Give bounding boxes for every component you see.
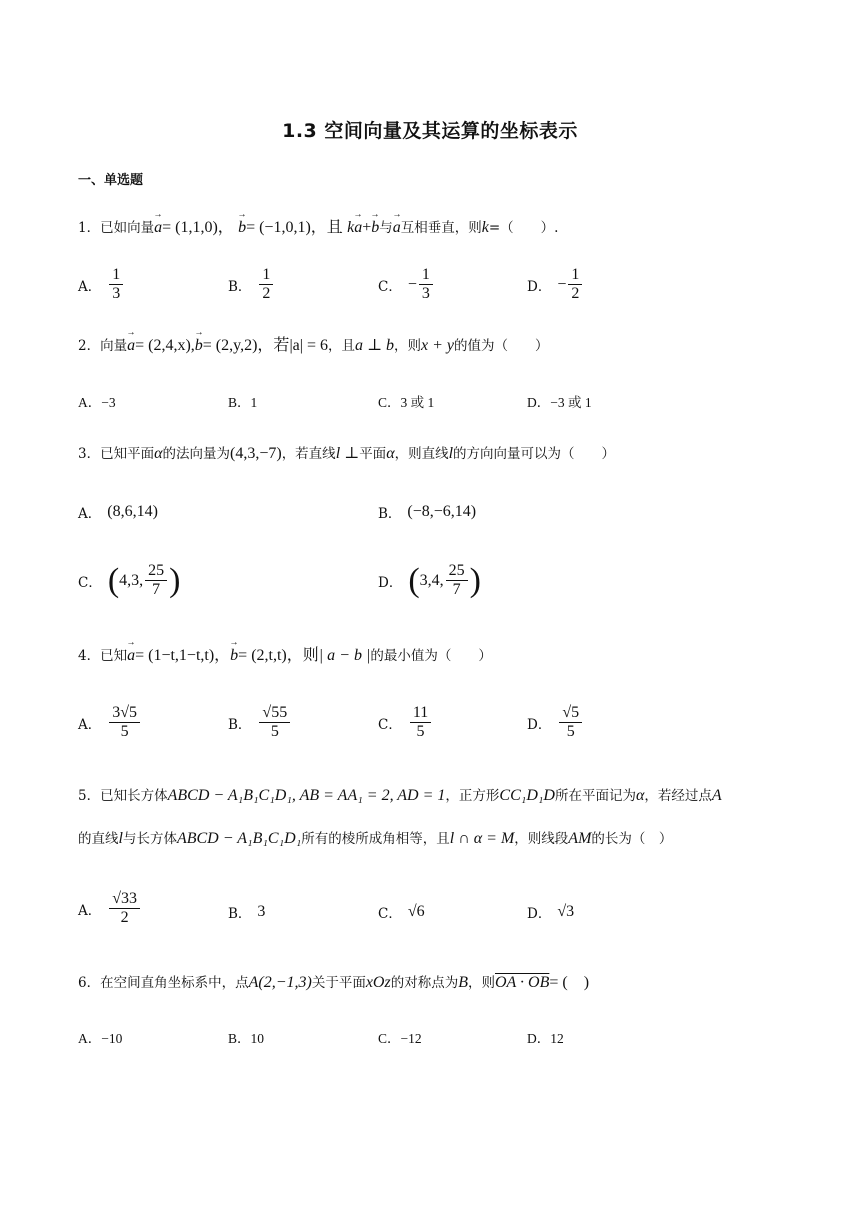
fraction: $\frac{√5}{5}$ [559, 704, 582, 742]
vector-a: → a [154, 218, 162, 237]
q1-text: 互相垂直，则 [400, 220, 482, 236]
q2-option-d[interactable]: D．−3 或 1 [527, 395, 592, 410]
vector-b: → b [371, 218, 379, 237]
q6-option-b[interactable]: B．10 [228, 1031, 265, 1046]
q6-option-d[interactable]: D．12 [527, 1031, 564, 1046]
q3-option-d[interactable]: D． ( 3,4, $\frac{25}{7}$ ) [378, 561, 481, 599]
fraction: $\frac{1}{3}$ [109, 266, 123, 304]
vector-b: → b [195, 336, 203, 355]
q5-option-d[interactable]: D． √3 [527, 903, 575, 922]
fraction: $\frac{1}{3}$ [419, 266, 433, 304]
q4-option-d[interactable]: D． $\frac{√5}{5}$ [527, 704, 584, 742]
q1-text: 1．已如向量 [78, 220, 155, 236]
q4-option-c[interactable]: C． $\frac{11}{5}$ [378, 704, 433, 742]
vector-a: → a [127, 336, 135, 355]
fraction: $\frac{25}{7}$ [145, 562, 167, 600]
fraction: $\frac{1}{2}$ [568, 266, 582, 304]
vector-b: → b [238, 218, 246, 237]
vector-a: → a [127, 646, 135, 665]
q2-option-a[interactable]: A．−3 [78, 395, 116, 410]
q2-option-b[interactable]: B．1 [228, 395, 258, 410]
fraction: $\frac{25}{7}$ [446, 562, 468, 600]
fraction: $\frac{√55}{5}$ [259, 704, 290, 742]
q1-math: k [481, 219, 489, 236]
section-heading: 一、单选题 [78, 173, 144, 188]
q1-option-b[interactable]: B． $\frac{1}{2}$ [228, 266, 275, 304]
page-title: 1.3 空间向量及其运算的坐标表示 [282, 120, 578, 142]
question-6: 6．在空间直角坐标系中，点A(2,−1,3)关于平面xOz的对称点为B，则OA · OB= ( ) [78, 974, 590, 991]
fraction: $\frac{11}{5}$ [410, 704, 431, 742]
question-4: 4．已知→ a= (1−t,1−t,t)，→ b= (2,t,t)，则| a − b |的最小值为（ ） [78, 646, 492, 665]
question-5-line-1: 5．已知长方体ABCD − A₁B₁C₁D₁, AB = AA₁ = 2, AD = 1，正方形CC₁D₁D所在平面记为α，若经过点A [78, 787, 722, 804]
fraction: $\frac{3√5}{5}$ [109, 704, 140, 742]
fraction: $\frac{1}{2}$ [259, 266, 273, 304]
question-5-line-2: 的直线l与长方体ABCD − A₁B₁C₁D₁所有的棱所成角相等，且l ∩ α = M，则线段AM的长为（ ） [78, 830, 673, 847]
q4-option-b[interactable]: B． $\frac{√55}{5}$ [228, 704, 292, 742]
q5-option-c[interactable]: C． √6 [378, 903, 425, 922]
q1-math: k [347, 219, 355, 236]
q3-option-c[interactable]: C． ( 4,3, $\frac{25}{7}$ ) [78, 561, 181, 599]
q1-option-c[interactable]: C． − $\frac{1}{3}$ [378, 266, 435, 304]
vector-b: → b [230, 646, 238, 665]
q5-option-b[interactable]: B． 3 [228, 903, 266, 922]
q1-option-d[interactable]: D． − $\frac{1}{2}$ [527, 266, 584, 304]
vector-a: → a [393, 218, 401, 237]
q6-option-c[interactable]: C．−12 [378, 1031, 422, 1046]
q1-text: =（ ）. [488, 220, 559, 236]
q2-option-c[interactable]: C．3 或 1 [378, 395, 435, 410]
q1-text: 与 [379, 220, 393, 236]
q1-math: = (1,1,0)， [162, 219, 234, 236]
q1-math: = (−1,0,1)，且 [246, 219, 343, 236]
q4-option-a[interactable]: A． $\frac{3√5}{5}$ [78, 704, 142, 742]
q3-option-b[interactable]: B． (−8,−6,14) [378, 503, 477, 522]
q5-option-a[interactable]: A． $\frac{√33}{2}$ [78, 890, 142, 928]
question-2: 2．向量→ a= (2,4,x),→ b= (2,y,2)，若|a| = 6，且a ⊥ b，则x + y的值为（ ） [78, 336, 549, 355]
q1-math: + [362, 219, 372, 236]
q1-option-a[interactable]: A． $\frac{1}{3}$ [78, 266, 125, 304]
q3-option-a[interactable]: A． (8,6,14) [78, 503, 158, 522]
q6-option-a[interactable]: A．−10 [78, 1031, 123, 1046]
vector-a: → a [354, 218, 362, 237]
question-1 [78, 218, 558, 237]
question-3: 3．已知平面α的法向量为(4,3,−7)，若直线l ⊥平面α，则直线l的方向向量可以为（ ） [78, 445, 616, 462]
fraction: $\frac{√33}{2}$ [109, 890, 140, 928]
